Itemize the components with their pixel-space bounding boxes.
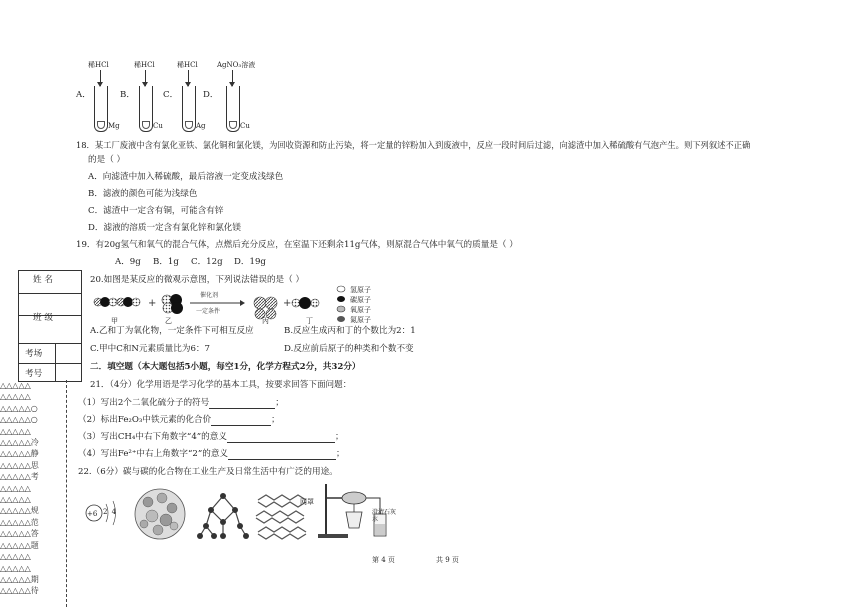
q19-option-a: A．9g [115, 257, 141, 267]
label-jia: 甲 [111, 317, 118, 325]
test-tube-icon [139, 86, 153, 132]
q20-reaction-figure [90, 286, 370, 324]
legend-hydrogen: 氢原子 [350, 286, 371, 294]
legend-oxygen: 氧原子 [350, 306, 371, 314]
seat-label: 考号 [25, 369, 43, 379]
arrow-icon [188, 70, 189, 86]
q20-option-b: B.反应生成丙和丁的个数比为2：1 [284, 326, 416, 336]
q21-part1: （1）写出2个二氧化硫分子的符号 ； [78, 398, 284, 408]
option-c: C． [163, 90, 179, 100]
apparatus-label-mesh: 网罩 [300, 498, 314, 506]
q20-option-d: D.反应前后原子的种类和个数不变 [284, 344, 414, 354]
apparatus-label-limewater: 澄清石灰水 [372, 509, 397, 523]
q20-option-c: C.甲中C和N元素质量比为6：7 [90, 344, 210, 354]
q22-stem: 22.（6分）碳与碳的化合物在工业生产及日常生活中有广泛的用途。 [78, 467, 338, 477]
atom-shell-label: 2 4 [103, 508, 118, 516]
metal-c: Ag [196, 122, 206, 130]
class-label: 班 级 [33, 313, 53, 323]
label-ding: 丁 [306, 317, 313, 325]
q21-part4: （4）写出Fe²⁺中右上角数字“2”的意义 ； [78, 449, 345, 459]
page-total: 共 9 页 [436, 556, 459, 564]
metal-a: Mg [108, 122, 120, 130]
binding-line [66, 380, 67, 607]
reagent-label-d: AgNO₃溶液 [217, 61, 256, 69]
molecule-jia [94, 297, 140, 307]
test-tube-icon [182, 86, 196, 132]
q20-stem: 20.如图是某反应的微观示意图，下列说法错误的是（ ） [90, 275, 305, 285]
label-yi: 乙 [165, 317, 172, 325]
arrow-icon [232, 70, 233, 86]
catalyst-label: 催化剂 [200, 292, 219, 299]
molecule-yi [162, 294, 183, 314]
q18-stem: 18．某工厂废液中含有氯化亚铁、氯化铜和氯化镁，为回收资源和防止污染，将一定量的锌粉加入到废液中，反应一段时间后过滤，向滤渣中加入稀硫酸有气泡产生。则下列叙述不正确 [76, 140, 751, 150]
q21-part3: （3）写出CH₄中右下角数字“4”的意义 ； [78, 432, 344, 442]
test-tube-icon [94, 86, 108, 132]
q18-option-d: D．滤液的溶质一定含有氯化锌和氯化镁 [88, 223, 241, 233]
svg-text:+: + [148, 298, 157, 309]
metal-d: Cu [240, 122, 250, 130]
arrow-icon [100, 70, 101, 86]
legend-carbon: 碳原子 [350, 296, 371, 304]
q19-option-d: D．19g [234, 257, 266, 267]
c60-molecule-icon [132, 486, 188, 546]
section-title: 二．填空题（本大题包括5小题，每空1分，化学方程式2分，共32分） [90, 362, 361, 372]
arrow-icon [145, 70, 146, 86]
name-label: 姓 名 [33, 275, 53, 285]
option-a: A． [76, 90, 91, 100]
q20-option-a: A.乙和丁为氧化物，一定条件下可相互反应 [90, 326, 254, 336]
q21-stem: 21．（4分）化学用语是学习化学的基本工具，按要求回答下面问题： [90, 380, 352, 390]
no-answer-zone: △△△△△ △△△△△ △△△△△○ △△△△△○ △△△△△ △△△△△冷 △△△△△静 △△△△△思 △△△△△考 △△△△△ △△△△△ △△△△△规 △△△△△范 △△△△△答 △△△△△题 △△△△△ △△△△△ △△△△△期 △△△△△待 [0, 381, 39, 596]
reagent-label-b: 稀HCl [134, 61, 155, 69]
q19-stem: 19．有20g氢气和氧气的混合气体，点燃后充分反应，在室温下还剩余11g气体，则原混合气体中氧气的质量是（ ） [76, 240, 518, 250]
q21-part2: （2）标出Fe₂O₃中铁元素的化合价 ； [78, 415, 280, 425]
reagent-label-c: 稀HCl [177, 61, 198, 69]
room-label: 考场 [25, 349, 43, 359]
reagent-label-a: 稀HCl [88, 61, 109, 69]
q18-option-a: A．向滤渣中加入稀硫酸，最后溶液一定变成浅绿色 [88, 172, 284, 182]
diamond-structure-icon [196, 490, 250, 546]
q18-option-b: B．滤液的颜色可能为浅绿色 [88, 189, 198, 199]
option-d: D． [203, 90, 219, 100]
label-bing: 丙 [262, 317, 269, 325]
condition-label: 一定条件 [196, 308, 221, 315]
q18-stem-2: 的是（ ） [88, 155, 126, 165]
test-tube-icon [226, 86, 240, 132]
reaction-diagram [90, 286, 370, 324]
q19-option-b: B．1g [153, 257, 179, 267]
atom-core-label: +6 [87, 510, 98, 518]
svg-text:+: + [283, 298, 292, 309]
metal-b: Cu [153, 122, 163, 130]
q18-option-c: C．滤渣中一定含有铜，可能含有锌 [88, 206, 224, 216]
student-info-box [18, 270, 82, 382]
page-number: 第 4 页 [372, 556, 395, 564]
legend-nitrogen: 氮原子 [350, 316, 371, 324]
option-b: B． [120, 90, 135, 100]
q19-option-c: C．12g [191, 257, 223, 267]
molecule-ding [292, 297, 319, 309]
